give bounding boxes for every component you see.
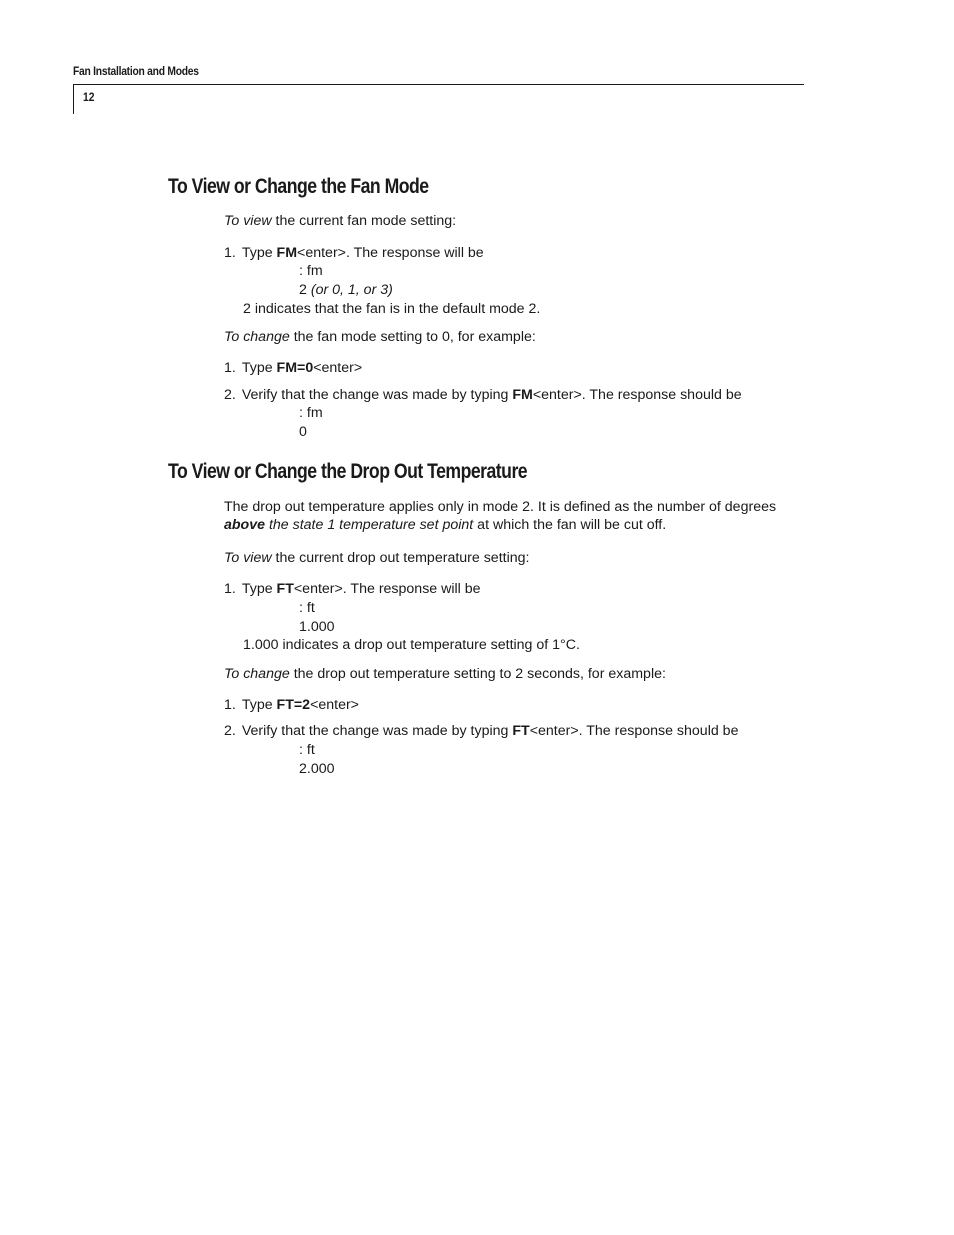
fan-mode-change-step-2: 2. Verify that the change was made by typing FM<enter>. The response should be [224,387,742,403]
fan-mode-change-intro: To change the fan mode setting to 0, for example: [224,329,536,345]
fan-mode-view-response-1: : fm [299,263,323,279]
drop-out-change-response-1: : ft [299,742,315,758]
drop-out-view-response-2: 1.000 [299,619,335,635]
drop-out-view-response-1: : ft [299,600,315,616]
drop-out-change-intro: To change the drop out temperature setting to 2 seconds, for example: [224,666,666,682]
drop-out-view-intro: To view the current drop out temperature setting: [224,550,530,566]
drop-out-change-step-1: 1. Type FT=2<enter> [224,697,359,713]
page-number: 12 [83,90,95,104]
fan-mode-change-step-1: 1. Type FM=0<enter> [224,360,363,376]
fan-mode-view-intro: To view the current fan mode setting: [224,213,457,229]
drop-out-paragraph-line-2: above the state 1 temperature set point at which the fan will be cut off. [224,517,667,533]
drop-out-heading: To View or Change the Drop Out Temperature [168,460,528,483]
drop-out-view-explain: 1.000 indicates a drop out temperature setting of 1°C. [243,637,580,653]
header-rule [73,84,804,85]
fan-mode-change-response-1: : fm [299,405,323,421]
running-header-title: Fan Installation and Modes [73,64,199,78]
drop-out-view-step-1: 1. Type FT<enter>. The response will be [224,581,481,597]
fan-mode-view-step-1: 1. Type FM<enter>. The response will be [224,245,484,261]
header-vertical-rule [73,84,74,114]
drop-out-change-response-2: 2.000 [299,761,335,777]
fan-mode-heading: To View or Change the Fan Mode [168,175,429,198]
fan-mode-view-explain: 2 indicates that the fan is in the default mode 2. [243,301,541,317]
drop-out-paragraph-line-1: The drop out temperature applies only in mode 2. It is defined as the number of degrees [224,499,777,515]
drop-out-change-step-2: 2. Verify that the change was made by typing FT<enter>. The response should be [224,723,739,739]
fan-mode-change-response-2: 0 [299,424,307,440]
fan-mode-view-response-2: 2 (or 0, 1, or 3) [299,282,393,298]
